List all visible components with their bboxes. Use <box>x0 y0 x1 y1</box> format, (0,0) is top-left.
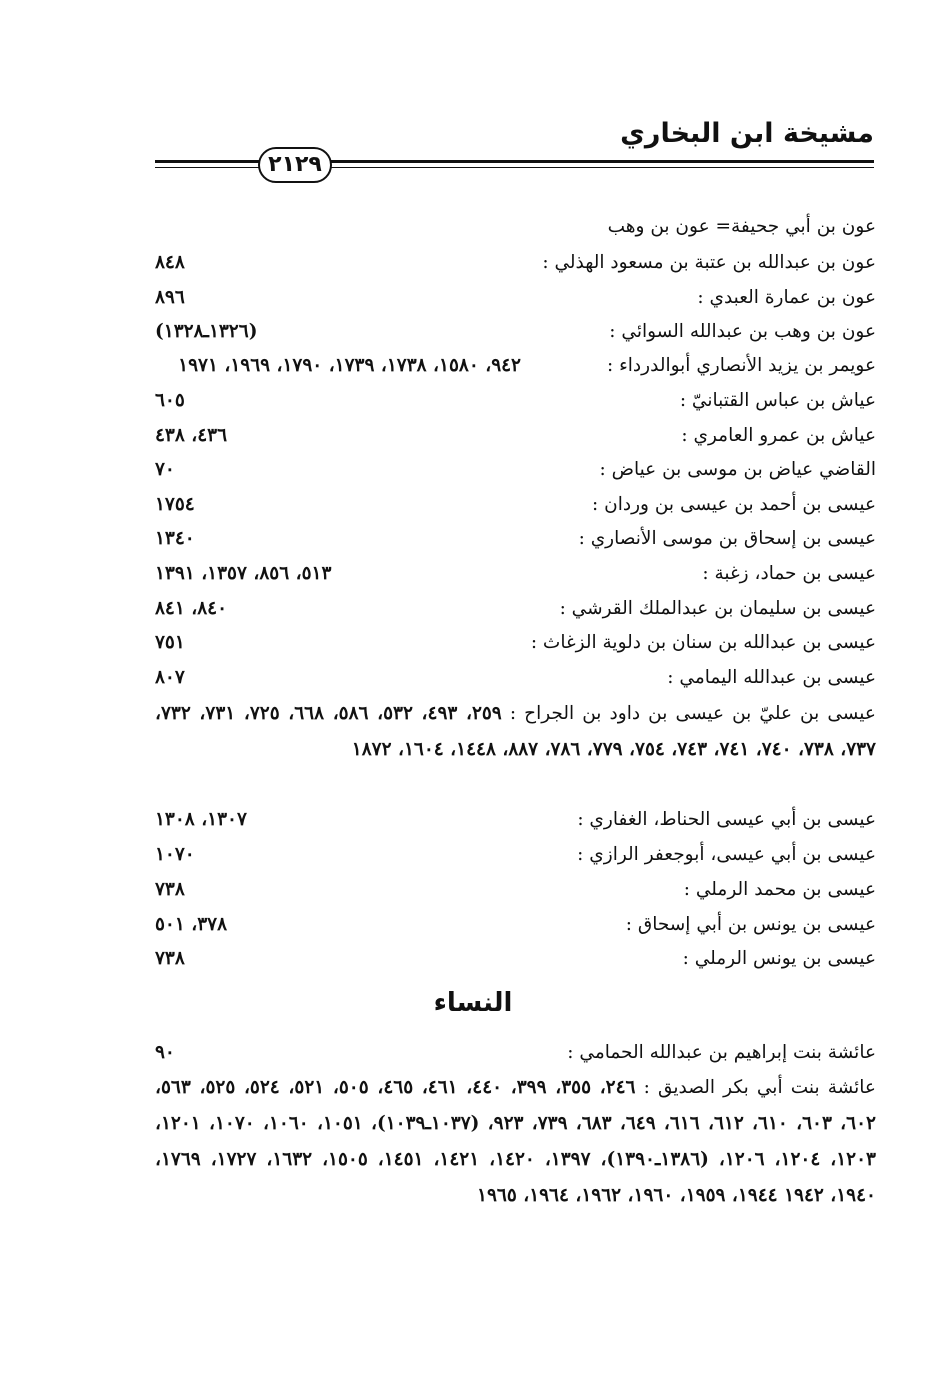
entry-refs: ٢٤٦، ٣٥٥، ٣٩٩، ٤٤٠، ٤٦١، ٤٦٥، ٥٠٥، ٥٢١، ٥٢٤، ٥٢٥، ٥٦٣، ٦٠٢، ٦٠٣، ٦١٠، ٦١٢، ٦١٦، ٦٤٩، ٦٨٣، ٧٣٩، ٩٢٣، (١٠٣٧ـ١٠٣٩)، ١٠٥١، ١٠٦٠، ١٠٧٠، ١٢٠١، ١٢٠٣، ١٢٠٤، ١٢٠٦، (١٣٨٦ـ١٣٩٠)، ١٣٩٧، ١٤٢٠، ١٤٢١، ١٤٥١، ١٥٠٥، ١٦٣٢، ١٧٢٧، ١٧٦٩، ١٩٤٠، ١٩٤٢ ١٩٤٤، ١٩٥٩، ١٩٦٠، ١٩٦٢، ١٩٦٤، ١٩٦٥ <box>155 1077 876 1206</box>
page-number: ٢١٢٩ <box>258 147 332 183</box>
header-rule-left-thin <box>155 167 260 168</box>
header-rule-right <box>326 160 874 163</box>
header-rule-left <box>155 160 260 163</box>
entry-name: عائشة بنت أبي بكر الصديق : <box>643 1077 876 1098</box>
index-entry-long <box>155 1070 876 1214</box>
entry-refs: ٢٥٩، ٤٩٣، ٥٣٢، ٥٨٦، ٦٦٨، ٧٢٥، ٧٣١، ٧٣٢، ٧٣٧، ٧٣٨، ٧٤٠، ٧٤١، ٧٤٣، ٧٥٤، ٧٧٩، ٧٨٦، ٨٨٧، ١٤٤٨، ١٦٠٤، ١٨٧٢ <box>155 703 876 760</box>
header-rule-right-thin <box>326 167 874 168</box>
index-entry-long <box>155 696 876 768</box>
book-title: مشيخة ابن البخاري <box>620 118 874 149</box>
section-heading: النساء <box>433 988 513 1018</box>
entry-name: عيسى بن عليّ بن عيسى بن داود بن الجراح : <box>509 703 876 724</box>
